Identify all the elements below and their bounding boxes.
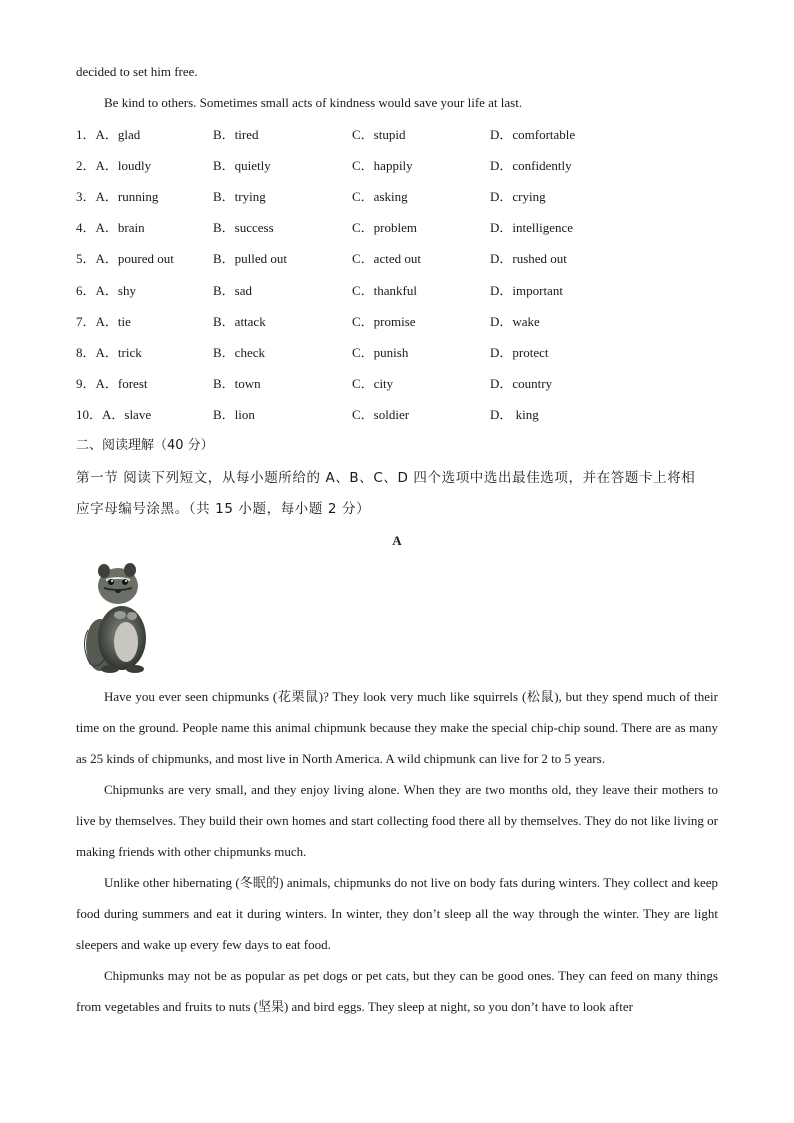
option-d: D． king <box>490 406 539 422</box>
option-d: D．important <box>490 282 563 298</box>
option-d: D．country <box>490 375 553 391</box>
option-a: 6．A．shy <box>76 282 136 298</box>
option-a: 4．A．brain <box>76 220 145 236</box>
option-a: 10．A．slave <box>76 406 152 422</box>
option-a: 7．A．tie <box>76 313 131 329</box>
question-row <box>76 407 718 423</box>
instructions-line-2: 应字母编号涂黑。（共 15 小题，每小题 2 分） <box>76 501 371 517</box>
option-c: C．soldier <box>352 406 410 422</box>
passage-label: A <box>392 533 402 548</box>
passage-paragraphs <box>76 681 718 1022</box>
option-a: 8．A．trick <box>76 344 142 360</box>
option-d: D．crying <box>490 189 546 205</box>
paragraph-2: Chipmunks are very small, and they enjoy living alone. When they are two months old, they leave their mothers to live by themselves. They build their own homes and start collecting food there all by themselves. They do not like living or making friends with other chipmunks much. <box>76 782 718 859</box>
question-row <box>76 189 718 205</box>
option-a: 5．A．poured out <box>76 251 174 267</box>
question-row <box>76 127 718 143</box>
option-a: 3．A．running <box>76 189 159 205</box>
option-b: B．trying <box>213 189 266 205</box>
option-d: D．protect <box>490 344 549 360</box>
instructions-line-1: 第一节 阅读下列短文，从每小题所给的 A、B、C、D 四个选项中选出最佳选项，并在答题卡上将相 <box>76 470 696 486</box>
question-row <box>76 345 718 361</box>
option-a: 1．A．glad <box>76 127 141 142</box>
option-c: C．thankful <box>352 282 417 298</box>
option-c: C．asking <box>352 189 408 205</box>
option-b: B．tired <box>213 127 259 142</box>
option-d: D．confidently <box>490 158 572 174</box>
option-b: B．check <box>213 344 265 360</box>
option-d: D．rushed out <box>490 251 567 267</box>
option-b: B．attack <box>213 313 266 329</box>
option-b: B．sad <box>213 282 253 298</box>
option-c: C．punish <box>352 344 409 360</box>
option-b: B．success <box>213 220 274 236</box>
question-row <box>76 283 718 299</box>
paragraph-4: Chipmunks may not be as popular as pet dogs or pet cats, but they can be good ones. They can feed on many things from vegetables and fruits to nuts (坚果) and bird eggs. They sleep at night, so you don’t have to look after <box>76 968 718 1014</box>
intro-line-2: Be kind to others. Sometimes small acts of kindness would save your life at last. <box>104 95 523 110</box>
option-c: C．city <box>352 375 394 391</box>
question-row <box>76 158 718 174</box>
question-row <box>76 251 718 267</box>
question-row <box>76 220 718 236</box>
option-b: B．quietly <box>213 158 271 174</box>
paragraph-1: Have you ever seen chipmunks (花栗鼠)? They look very much like squirrels (松鼠), but they spend much of their time on the ground. People name this animal chipmunk because they make the special chip-chip sound. There are as many as 25 kinds of chipmunks, and most live in North America. A wild chipmunk can live for 2 to 5 years. <box>76 689 718 766</box>
option-c: C．happily <box>352 158 413 174</box>
question-row <box>76 376 718 392</box>
option-d: D．intelligence <box>490 220 574 236</box>
option-a: 2．A．loudly <box>76 158 152 174</box>
option-c: C．problem <box>352 220 417 236</box>
option-c: C．stupid <box>352 127 406 142</box>
option-b: B．town <box>213 375 261 391</box>
option-c: C．promise <box>352 313 416 329</box>
chipmunk-image <box>80 560 152 678</box>
option-a: 9．A．forest <box>76 375 148 391</box>
intro-line-1: decided to set him free. <box>76 64 198 79</box>
option-b: B．lion <box>213 406 255 422</box>
question-row <box>76 314 718 330</box>
option-d: D．wake <box>490 313 540 329</box>
section-title: 二、阅读理解（40 分） <box>76 438 214 453</box>
paragraph-3: Unlike other hibernating (冬眠的) animals, chipmunks do not live on body fats during winters. They collect and keep food during summers and eat it during winters. In winter, they don’t sleep all the way through the winter. They are light sleepers and wake up every few days to eat food. <box>76 875 718 952</box>
option-d: D．comfortable <box>490 127 576 142</box>
option-c: C．acted out <box>352 251 421 267</box>
option-b: B．pulled out <box>213 251 288 267</box>
